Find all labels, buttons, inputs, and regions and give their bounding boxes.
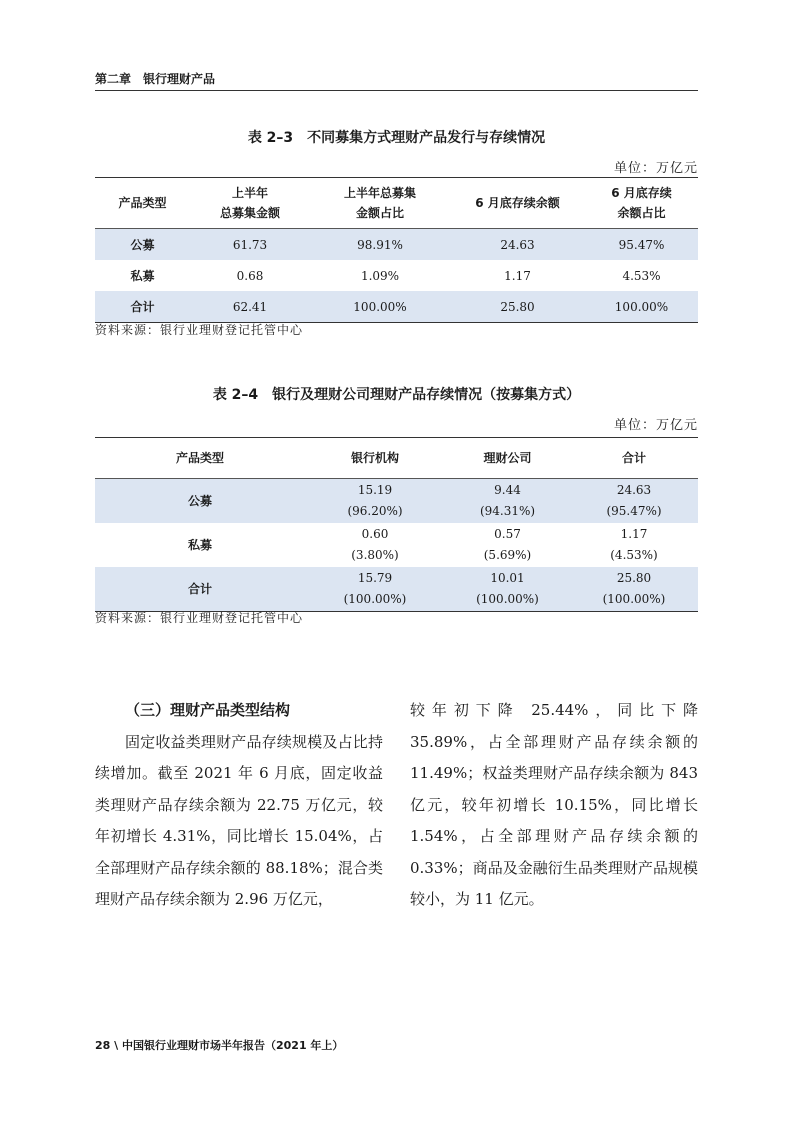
cell: 100.00% — [310, 291, 450, 323]
row-label: 合计 — [95, 567, 305, 612]
row-label: 公募 — [95, 479, 305, 524]
table2-header-cell: 理财公司 — [445, 438, 570, 479]
table2-header-row — [95, 438, 698, 479]
body-paragraph-right: 较年初下降 25.44%，同比下降 35.89%，占全部理财产品存续余额的 11.49%；权益类理财产品存续余额为 843 亿元，较年初增长 10.15%，同比增长 1.54%，占全部理财产品存续余额的 0.33%；商品及金融衍生品类理财产品规模较小，为 11 亿元。 — [410, 701, 698, 908]
cell: 0.57 (5.69%) — [483, 527, 532, 562]
cell: 24.63 — [450, 229, 585, 261]
cell: 10.01 (100.00%) — [445, 567, 570, 612]
table-row — [95, 523, 698, 567]
cell: 61.73 — [190, 229, 310, 261]
cell: 15.19 (96.20%) — [305, 479, 445, 524]
table2-header-cell: 银行机构 — [305, 438, 445, 479]
cell: 0.68 — [236, 268, 264, 283]
table-row — [95, 567, 698, 612]
table1-header-cell: 上半年 总募集金额 — [190, 178, 310, 229]
row-label: 合计 — [95, 291, 190, 323]
table-row — [95, 479, 698, 524]
row-label: 私募 — [187, 537, 212, 552]
table2-source: 资料来源：银行业理财登记托管中心 — [95, 611, 304, 625]
table1-header-cell: 上半年总募集 金额占比 — [310, 178, 450, 229]
table-row — [95, 260, 698, 291]
row-label: 私募 — [130, 269, 155, 283]
cell: 100.00% — [585, 291, 698, 323]
table1-unit: 单位：万亿元 — [613, 161, 698, 176]
table-row — [95, 229, 698, 261]
table2-header-cell: 产品类型 — [95, 438, 305, 479]
cell: 1.17 (4.53%) — [610, 527, 658, 562]
cell: 25.80 (100.00%) — [570, 567, 698, 612]
cell: 4.53% — [622, 268, 661, 283]
table2-unit: 单位：万亿元 — [613, 418, 698, 433]
body-paragraph-left: 固定收益类理财产品存续规模及占比持续增加。截至 2021 年 6 月底，固定收益类理财产品存续余额为 22.75 万亿元，较年初增长 4.31%，同比增长 15.04%，占全部理财产品存续余额的 88.18%；混合类理财产品存续余额为 2.96 万亿元， — [95, 732, 383, 908]
table2 — [95, 437, 698, 612]
table1-source: 资料来源：银行业理财登记托管中心 — [95, 323, 304, 337]
table1-header-cell: 6 月底存续 余额占比 — [585, 178, 698, 229]
page-footer: 28 \ 中国银行业理财市场半年报告（2021 年上） — [95, 1039, 344, 1052]
cell: 0.60 (3.80%) — [351, 527, 399, 562]
chapter-header: 第二章 银行理财产品 — [95, 72, 216, 86]
body-column-right — [410, 695, 698, 916]
section-subheading: （三）理财产品类型结构 — [125, 701, 291, 719]
cell: 95.47% — [585, 229, 698, 261]
cell: 1.09% — [360, 268, 400, 283]
cell: 24.63 (95.47%) — [570, 479, 698, 524]
table1 — [95, 177, 698, 323]
table-row — [95, 291, 698, 323]
cell: 1.17 — [504, 268, 531, 283]
row-label: 公募 — [95, 229, 190, 261]
cell: 15.79 (100.00%) — [305, 567, 445, 612]
body-column-left — [95, 695, 383, 916]
cell: 9.44 (94.31%) — [445, 479, 570, 524]
header-rule — [95, 90, 698, 91]
cell: 98.91% — [310, 229, 450, 261]
table1-header-cell: 产品类型 — [95, 178, 190, 229]
table1-header-cell: 6 月底存续余额 — [450, 178, 585, 229]
table2-header-cell: 合计 — [570, 438, 698, 479]
table1-header-row — [95, 178, 698, 229]
cell: 62.41 — [190, 291, 310, 323]
table2-caption: 表 2–4 银行及理财公司理财产品存续情况（按募集方式） — [212, 387, 581, 403]
cell: 25.80 — [450, 291, 585, 323]
table1-caption: 表 2–3 不同募集方式理财产品发行与存续情况 — [247, 130, 546, 146]
